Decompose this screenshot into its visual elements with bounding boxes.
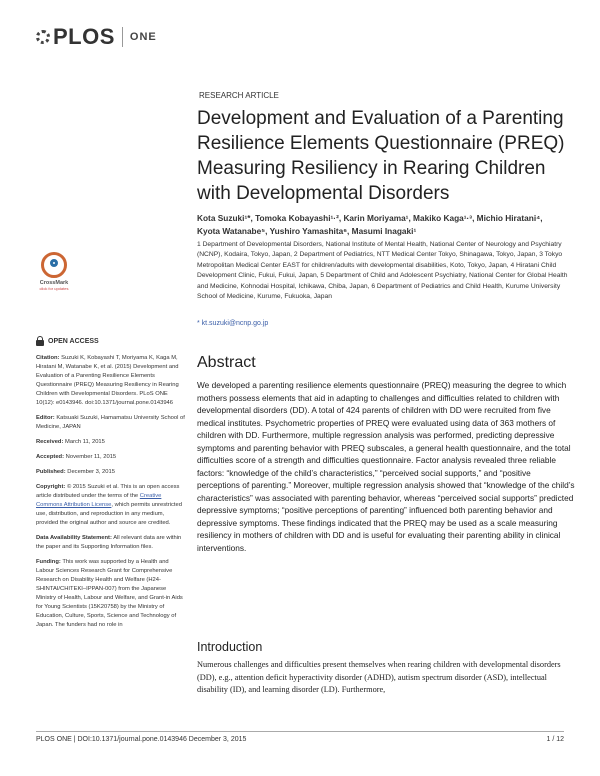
corresponding-email[interactable]: * kt.suzuki@ncnp.go.jp bbox=[197, 320, 269, 327]
authors-line-1: Kota Suzuki¹*, Tomoka Kobayashi¹·², Karin Moriyama¹, Makiko Kaga¹·³, Michio Hiratani⁴, bbox=[197, 213, 543, 223]
article-sidebar bbox=[36, 354, 186, 636]
journal-mark: PLOS bbox=[53, 24, 115, 49]
citation: Citation: Suzuki K, Kobayashi T, Moriyama K, Kaga M, Hiratani M, Watanabe K, et al. (2015) Development and Evaluation of a Parenting Resilience Elements Questionnaire (PREQ) Measuring Resiliency in Rearing Children with Developmental Disorders. PLoS ONE 10(12): e0143946. doi:10.1371/journal.pone.0143946 bbox=[36, 355, 179, 406]
abstract-heading: Abstract bbox=[197, 354, 256, 371]
author-list bbox=[197, 212, 577, 238]
plos-gear-icon bbox=[36, 30, 50, 44]
published: Published: December 3, 2015 bbox=[36, 469, 115, 475]
license-link[interactable]: Creative Commons Attribution License bbox=[36, 493, 162, 508]
crossmark-sub: click for updates bbox=[39, 286, 69, 291]
editor: Editor: Katsuaki Suzuki, Hamamatsu University School of Medicine, JAPAN bbox=[36, 415, 185, 430]
journal-sub: ONE bbox=[129, 31, 157, 43]
accepted: Accepted: November 11, 2015 bbox=[36, 454, 117, 460]
authors-line-2: Kyota Watanabe⁵, Yushiro Yamashita⁶, Masumi Inagaki¹ bbox=[197, 226, 417, 236]
introduction-text: Numerous challenges and difficulties present themselves when rearing children with developmental disorders (DD), e.g., attention deficit hyperactivity disorder (ADHD), autism spectrum disorder (ASD), intellectual disability (ID), and learning disorder (LD). Furthermore, bbox=[197, 660, 561, 694]
page-number: 1 / 12 bbox=[546, 736, 564, 743]
abstract-text: We developed a parenting resilience elements questionnaire (PREQ) measuring the degree to which mothers possess elements that aid in adapting to challenges and difficulties related to children with developmental disorders (DD). A total of 424 parents of children with DD were recruited from five medical institutes. Psychometric properties of PREQ were evaluated using data of 363 mothers of children with DD. Furthermore, multiple regression analysis was performed, predicting depressive symptoms and parenting behavior with PREQ subscales, a general health questionnaire, and the total difficulties score of a strength and difficulties questionnaire. Factor analysis revealed three reliable factors: “knowledge of the child’s characteristics,” “perceived social supports,” and “positive perceptions of parenting.” Moreover, multiple regression analysis showed that “knowledge of the child’s characteristics” was associated with parenting behavior, whereas “perceived social supports” predicted depressive symptoms; “positive perceptions of parenting” influenced both parenting behavior and depressive symptoms. These findings indicated that the PREQ may be used as a scale measuring resiliency in mothers of children with DD and is useful for evaluating their parenting ability in clinical interventions. bbox=[197, 380, 575, 553]
logo-divider bbox=[122, 27, 123, 47]
journal-logo bbox=[36, 22, 157, 52]
copyright: Copyright: © 2015 Suzuki et al. This is an open access article distributed under the terms of the Creative Commons Attribution License, which permits unrestricted use, distribution, and reproduction in any medium, provided the original author and source are credited. bbox=[36, 484, 182, 526]
data-availability: Data Availability Statement: All relevant data are within the paper and its Supporting Information files. bbox=[36, 535, 182, 550]
open-lock-icon bbox=[36, 336, 44, 346]
open-access-label: OPEN ACCESS bbox=[48, 337, 99, 345]
crossmark-icon bbox=[41, 252, 67, 278]
article-title: Development and Evaluation of a Parenting Resilience Elements Questionnaire (PREQ) Measuring Resiliency in Rearing Children with Developmental Disorders bbox=[197, 108, 565, 204]
footer-divider bbox=[36, 731, 564, 732]
page-footer bbox=[36, 736, 564, 743]
received: Received: March 11, 2015 bbox=[36, 439, 105, 445]
crossmark-label: CrossMark bbox=[39, 280, 69, 286]
affiliations: 1 Department of Developmental Disorders, National Institute of Mental Health, National Center of Neurology and Psychiatry (NCNP), Kodaira, Tokyo, Japan, 2 Department of Pediatrics, NTT Medical Center Tokyo, Shinagawa, Tokyo, Japan, 3 Tokyo Metropolitan Medical Center EAST for children/adults with developmental disabilities, Koto, Tokyo, Japan, 4 Hiratani Child Development Clinic, Fukui, Fukui, Japan, 5 Department of Child and Adolescent Psychiatry, National Center for Global Health and Medicine, Kohnodai Hospital, Ichikawa, Chiba, Japan, 6 Department of Pediatrics and Child Health, Kurume University School of Medicine, Kurume, Fukuoka, Japan bbox=[197, 241, 568, 301]
funding: Funding: This work was supported by a Health and Labour Sciences Research Grant for Comprehensive Research on Disability Health and Welfare (H24-SHINTAI/CHITEKI–IPPAN-007) from the Japanese Ministry of Health, Labour and Welfare, and Grant-in Aids for Young Scientists (15K20758) by the Ministry of Education, Culture, Sports, Science and Technology of Japan. The funders had no role in bbox=[36, 559, 183, 628]
article-type: RESEARCH ARTICLE bbox=[199, 91, 279, 100]
introduction-heading: Introduction bbox=[197, 640, 263, 654]
open-access-badge bbox=[36, 336, 99, 346]
footer-citation: PLOS ONE | DOI:10.1371/journal.pone.0143946 December 3, 2015 bbox=[36, 736, 247, 743]
crossmark-badge[interactable] bbox=[34, 252, 74, 291]
